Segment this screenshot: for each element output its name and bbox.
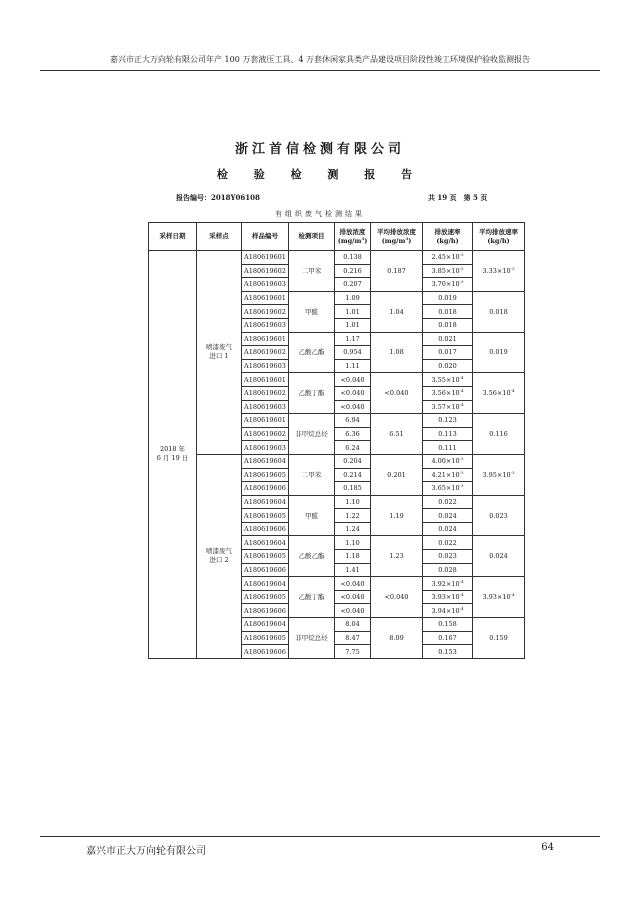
emission-rate-base: 0.020	[438, 362, 457, 371]
table-body	[149, 251, 525, 659]
avg-concentration-cell: 8.09	[371, 618, 423, 659]
test-item-cell: 非甲烷总烃	[289, 618, 335, 659]
col-header-conc: 排放浓度 $(mg/m^3)$	[335, 223, 371, 251]
unit-superscript: 3	[405, 235, 409, 241]
col-header-avg-rate-line2: (kg/h)	[487, 236, 510, 245]
emission-rate-cell	[423, 454, 473, 468]
avg-emission-rate-base: 0.159	[489, 633, 508, 642]
emission-rate-cell	[423, 482, 473, 496]
col-header-point: 采样点	[197, 223, 242, 251]
col-header-avg-rate	[473, 223, 525, 251]
sampling-point-line2: 进口 2	[209, 556, 229, 565]
concentration-cell: 0.954	[335, 346, 371, 360]
concentration-cell: 0.216	[335, 264, 371, 278]
avg-emission-rate-cell	[473, 291, 525, 332]
sample-number-cell: A180619601	[242, 332, 289, 346]
emission-rate-exponent: -4	[459, 374, 464, 380]
avg-concentration-cell: <0.040	[371, 577, 423, 618]
emission-rate-cell	[423, 386, 473, 400]
concentration-cell: 1.01	[335, 318, 371, 332]
emission-rate-base: 0.018	[438, 307, 457, 316]
emission-rate-base: 3.57×10	[431, 402, 460, 411]
concentration-cell: 0.138	[335, 251, 371, 265]
emission-rate-exponent: -4	[459, 592, 464, 598]
concentration-cell: 1.22	[335, 509, 371, 523]
emission-rate-base: 0.022	[438, 497, 457, 506]
avg-emission-rate-base: 0.024	[489, 552, 508, 561]
avg-emission-rate-exponent: -4	[510, 592, 515, 598]
emission-rate-base: 3.65×10	[431, 484, 460, 493]
footer-divider	[40, 836, 600, 837]
emission-rate-base: 0.024	[438, 511, 457, 520]
sampling-point-cell	[197, 251, 242, 455]
concentration-cell: <0.040	[335, 590, 371, 604]
emission-rate-cell	[423, 441, 473, 455]
sample-number-cell: A180619603	[242, 278, 289, 292]
emission-rate-cell	[423, 291, 473, 305]
concentration-cell: <0.040	[335, 373, 371, 387]
col-header-avg-conc-line2: (mg/m	[381, 236, 406, 245]
emission-rate-exponent: -4	[459, 388, 464, 394]
sample-number-cell: A180619604	[242, 577, 289, 591]
avg-emission-rate-base: 3.93×10	[482, 593, 511, 602]
emission-rate-exponent: -3	[459, 469, 464, 475]
concentration-cell: 1.10	[335, 536, 371, 550]
test-item-cell: 二甲苯	[289, 251, 335, 292]
test-item-cell: 乙酸乙酯	[289, 332, 335, 373]
unit-superscript: 3	[361, 235, 365, 241]
avg-emission-rate-cell	[473, 495, 525, 536]
emission-rate-cell	[423, 495, 473, 509]
sample-number-cell: A180619602	[242, 305, 289, 319]
emission-rate-base: 0.158	[438, 620, 457, 629]
emission-rate-base: 0.113	[438, 430, 457, 439]
emission-rate-exponent: -4	[459, 401, 464, 407]
sample-number-cell: A180619606	[242, 563, 289, 577]
sampling-date-cell	[149, 251, 197, 659]
results-table	[148, 222, 525, 659]
sample-number-cell: A180619603	[242, 318, 289, 332]
table-row	[149, 454, 525, 468]
emission-rate-exponent: -3	[459, 456, 464, 462]
sampling-point-line1: 喷漆废气	[206, 547, 232, 556]
emission-rate-cell	[423, 251, 473, 265]
emission-rate-base: 3.55×10	[431, 375, 460, 384]
sample-number-cell: A180619605	[242, 509, 289, 523]
avg-emission-rate-base: 3.95×10	[482, 470, 511, 479]
emission-rate-cell	[423, 414, 473, 428]
col-header-rate-line1: 排放速率	[434, 227, 461, 236]
emission-rate-cell	[423, 604, 473, 618]
avg-emission-rate-base: 0.023	[489, 511, 508, 520]
emission-rate-base: 0.018	[438, 321, 457, 330]
sample-number-cell: A180619606	[242, 645, 289, 659]
sampling-date-line1: 2018 年	[159, 445, 186, 454]
emission-rate-cell	[423, 318, 473, 332]
emission-rate-exponent: -3	[459, 265, 464, 271]
sample-number-cell: A180619606	[242, 482, 289, 496]
test-item-cell: 二甲苯	[289, 454, 335, 495]
emission-rate-cell	[423, 590, 473, 604]
page-count: 共 19 页 第 5 页	[428, 193, 488, 202]
sample-number-cell: A180619602	[242, 427, 289, 441]
emission-rate-base: 3.70×10	[431, 280, 460, 289]
emission-rate-base: 0.024	[438, 525, 457, 534]
concentration-cell: 0.204	[335, 454, 371, 468]
emission-rate-cell	[423, 373, 473, 387]
emission-rate-base: 0.123	[438, 416, 457, 425]
emission-rate-base: 0.111	[438, 443, 457, 452]
concentration-cell: <0.040	[335, 400, 371, 414]
emission-rate-base: 3.56×10	[431, 389, 460, 398]
avg-emission-rate-base: 3.33×10	[482, 266, 511, 275]
table-title: 有组织废气检测结果	[275, 210, 365, 218]
test-item-cell: 乙酸丁酯	[289, 373, 335, 414]
test-item-cell: 甲醛	[289, 495, 335, 536]
test-item-cell: 甲醛	[289, 291, 335, 332]
emission-rate-cell	[423, 278, 473, 292]
emission-rate-cell	[423, 400, 473, 414]
emission-rate-base: 0.019	[438, 294, 457, 303]
emission-rate-cell	[423, 618, 473, 632]
table-row	[149, 251, 525, 265]
sample-number-cell: A180619606	[242, 522, 289, 536]
running-header: 嘉兴市正大万向轮有限公司年产 100 万套液压工具、4 万套休闲家具类产品建设项目阶段性竣工环境保护验收监测报告	[110, 55, 530, 64]
col-header-sample-no: 样品编号	[242, 223, 289, 251]
sample-number-cell: A180619601	[242, 291, 289, 305]
avg-emission-rate-cell	[473, 251, 525, 292]
avg-emission-rate-cell	[473, 373, 525, 414]
emission-rate-cell	[423, 645, 473, 659]
concentration-cell: 1.09	[335, 291, 371, 305]
emission-rate-cell	[423, 468, 473, 482]
emission-rate-base: 0.023	[438, 552, 457, 561]
emission-rate-cell	[423, 509, 473, 523]
concentration-cell: 1.10	[335, 495, 371, 509]
footer-page-number: 64	[541, 842, 554, 853]
concentration-cell: 8.04	[335, 618, 371, 632]
sample-number-cell: A180619602	[242, 386, 289, 400]
avg-concentration-cell: 1.08	[371, 332, 423, 373]
emission-rate-cell	[423, 264, 473, 278]
col-header-avg-rate-line1: 平均排放速率	[479, 227, 518, 236]
emission-rate-base: 0.017	[438, 348, 457, 357]
concentration-cell: 6.94	[335, 414, 371, 428]
avg-emission-rate-exponent: -3	[510, 265, 515, 271]
concentration-cell: <0.040	[335, 577, 371, 591]
test-item-cell: 乙酸乙酯	[289, 536, 335, 577]
emission-rate-cell	[423, 427, 473, 441]
test-item-cell: 乙酸丁酯	[289, 577, 335, 618]
emission-rate-base: 0.167	[438, 633, 457, 642]
emission-rate-base: 0.153	[438, 647, 457, 656]
concentration-cell: 6.36	[335, 427, 371, 441]
emission-rate-exponent: -4	[459, 578, 464, 584]
concentration-cell: 0.207	[335, 278, 371, 292]
emission-rate-base: 2.45×10	[431, 253, 460, 262]
avg-concentration-cell: 0.187	[371, 251, 423, 292]
emission-rate-base: 4.00×10	[431, 457, 460, 466]
avg-emission-rate-base: 0.019	[489, 348, 508, 357]
concentration-cell: 0.214	[335, 468, 371, 482]
emission-rate-base: 0.028	[438, 565, 457, 574]
sample-number-cell: A180619605	[242, 590, 289, 604]
col-header-date: 采样日期	[149, 223, 197, 251]
emission-rate-cell	[423, 359, 473, 373]
col-header-conc-line2: (mg/m	[337, 236, 362, 245]
avg-concentration-cell: 1.19	[371, 495, 423, 536]
emission-rate-cell	[423, 577, 473, 591]
emission-rate-exponent: -3	[459, 279, 464, 285]
avg-emission-rate-cell	[473, 536, 525, 577]
sample-number-cell: A180619605	[242, 631, 289, 645]
table-header-row	[149, 223, 525, 251]
sampling-date-line2: 6 月 19 日	[156, 454, 189, 463]
emission-rate-cell	[423, 550, 473, 564]
test-item-cell: 非甲烷总烃	[289, 414, 335, 455]
col-header-avg-conc: 平均排放浓度 $(mg/m^3)$	[371, 223, 423, 251]
avg-concentration-cell: <0.040	[371, 373, 423, 414]
avg-emission-rate-base: 0.018	[489, 307, 508, 316]
sample-number-cell: A180619601	[242, 251, 289, 265]
concentration-cell: 1.11	[335, 359, 371, 373]
avg-concentration-cell: 1.23	[371, 536, 423, 577]
emission-rate-cell	[423, 332, 473, 346]
col-header-item: 检测项目	[289, 223, 335, 251]
avg-concentration-cell: 6.51	[371, 414, 423, 455]
report-title: 检 验 检 测 报 告	[216, 168, 424, 181]
sampling-point-line2: 进口 1	[209, 352, 229, 361]
avg-concentration-cell: 1.04	[371, 291, 423, 332]
header-divider	[40, 70, 600, 71]
report-number: 报告编号：2018Y06108	[176, 193, 260, 202]
col-header-rate-line2: (kg/h)	[436, 236, 459, 245]
concentration-cell: 1.17	[335, 332, 371, 346]
concentration-cell: 1.01	[335, 305, 371, 319]
sampling-point-cell	[197, 454, 242, 658]
avg-emission-rate-cell	[473, 414, 525, 455]
sample-number-cell: A180619602	[242, 264, 289, 278]
sample-number-cell: A180619603	[242, 441, 289, 455]
emission-rate-base: 3.94×10	[431, 606, 460, 615]
sample-number-cell: A180619601	[242, 373, 289, 387]
avg-emission-rate-cell	[473, 618, 525, 659]
emission-rate-exponent: -4	[459, 605, 464, 611]
sample-number-cell: A180619603	[242, 359, 289, 373]
concentration-cell: 7.75	[335, 645, 371, 659]
emission-rate-cell	[423, 631, 473, 645]
emission-rate-cell	[423, 522, 473, 536]
col-header-conc-line1: 排放浓度	[339, 227, 366, 236]
emission-rate-base: 0.021	[438, 334, 457, 343]
avg-emission-rate-exponent: -4	[510, 388, 515, 394]
concentration-cell: 8.47	[335, 631, 371, 645]
concentration-cell: <0.040	[335, 604, 371, 618]
sample-number-cell: A180619602	[242, 346, 289, 360]
sample-number-cell: A180619605	[242, 550, 289, 564]
emission-rate-base: 3.93×10	[431, 593, 460, 602]
col-header-rate	[423, 223, 473, 251]
avg-emission-rate-cell	[473, 332, 525, 373]
sample-number-cell: A180619603	[242, 400, 289, 414]
concentration-cell: 1.41	[335, 563, 371, 577]
avg-emission-rate-cell	[473, 577, 525, 618]
emission-rate-exponent: -3	[459, 483, 464, 489]
sample-number-cell: A180619606	[242, 604, 289, 618]
emission-rate-cell	[423, 536, 473, 550]
sample-number-cell: A180619604	[242, 618, 289, 632]
sampling-point-line1: 喷漆废气	[206, 343, 232, 352]
sample-number-cell: A180619601	[242, 414, 289, 428]
concentration-cell: 0.185	[335, 482, 371, 496]
concentration-cell: 1.24	[335, 522, 371, 536]
emission-rate-cell	[423, 305, 473, 319]
emission-rate-cell	[423, 346, 473, 360]
emission-rate-base: 0.022	[438, 538, 457, 547]
emission-rate-base: 3.85×10	[431, 266, 460, 275]
sample-number-cell: A180619604	[242, 454, 289, 468]
company-title: 浙江首信检测有限公司	[234, 142, 405, 157]
emission-rate-base: 4.21×10	[431, 470, 460, 479]
emission-rate-cell	[423, 563, 473, 577]
avg-concentration-cell: 0.201	[371, 454, 423, 495]
concentration-cell: 6.24	[335, 441, 371, 455]
sample-number-cell: A180619604	[242, 495, 289, 509]
concentration-cell: 1.18	[335, 550, 371, 564]
col-header-avg-conc-line1: 平均排放浓度	[377, 227, 416, 236]
avg-emission-rate-exponent: -3	[510, 469, 515, 475]
emission-rate-base: 3.92×10	[431, 579, 460, 588]
sample-number-cell: A180619605	[242, 468, 289, 482]
footer-company: 嘉兴市正大万向轮有限公司	[86, 846, 206, 857]
sample-number-cell: A180619604	[242, 536, 289, 550]
avg-emission-rate-base: 3.56×10	[482, 389, 511, 398]
emission-rate-exponent: -3	[459, 252, 464, 258]
concentration-cell: <0.040	[335, 386, 371, 400]
avg-emission-rate-base: 0.116	[489, 430, 508, 439]
avg-emission-rate-cell	[473, 454, 525, 495]
